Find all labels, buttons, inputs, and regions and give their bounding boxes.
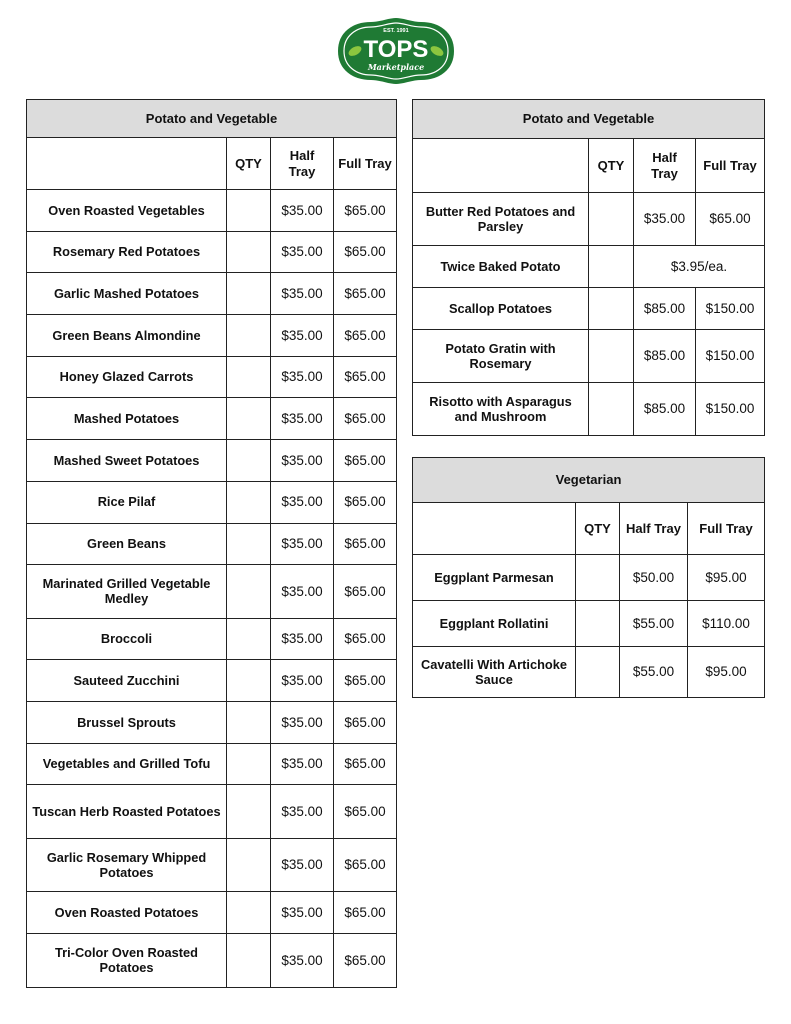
header-full-tray: Full Tray	[696, 139, 765, 193]
item-name: Garlic Rosemary Whipped Potatoes	[27, 838, 227, 892]
price-full-tray: $65.00	[334, 743, 397, 785]
table-title-row	[413, 458, 765, 503]
price-full-tray: $65.00	[334, 785, 397, 839]
header-full-tray: Full Tray	[688, 503, 765, 555]
qty-input[interactable]	[589, 288, 634, 330]
price-full-tray: $65.00	[334, 565, 397, 619]
item-name: Brussel Sprouts	[27, 702, 227, 744]
price-full-tray: $65.00	[334, 231, 397, 273]
logo-name: TOPS	[363, 36, 429, 63]
menu-row	[27, 440, 397, 482]
price-half-tray: $50.00	[620, 555, 688, 601]
price-half-tray: $35.00	[271, 273, 334, 315]
menu-row	[27, 356, 397, 398]
qty-input[interactable]	[589, 193, 634, 246]
price-full-tray: $65.00	[334, 523, 397, 565]
price-half-tray: $35.00	[271, 934, 334, 988]
header-item-blank	[413, 503, 576, 555]
price-half-tray: $35.00	[271, 523, 334, 565]
price-half-tray: $35.00	[271, 190, 334, 232]
table-title: Vegetarian	[413, 458, 765, 503]
item-name: Mashed Sweet Potatoes	[27, 440, 227, 482]
price-half-tray: $35.00	[271, 398, 334, 440]
item-name: Mashed Potatoes	[27, 398, 227, 440]
item-name: Oven Roasted Vegetables	[27, 190, 227, 232]
qty-input[interactable]	[227, 838, 271, 892]
qty-input[interactable]	[576, 601, 620, 647]
vegetarian-table	[412, 457, 765, 698]
header-item-blank	[413, 139, 589, 193]
item-name: Scallop Potatoes	[413, 288, 589, 330]
price-half-tray: $85.00	[634, 288, 696, 330]
qty-input[interactable]	[576, 647, 620, 698]
price-full-tray: $150.00	[696, 383, 765, 436]
price-full-tray: $65.00	[334, 315, 397, 357]
price-half-tray: $35.00	[271, 660, 334, 702]
column-header-row	[413, 503, 765, 555]
price-full-tray: $65.00	[696, 193, 765, 246]
price-full-tray: $65.00	[334, 838, 397, 892]
item-name: Vegetables and Grilled Tofu	[27, 743, 227, 785]
price-half-tray: $35.00	[271, 743, 334, 785]
qty-input[interactable]	[589, 330, 634, 383]
menu-row	[27, 660, 397, 702]
qty-input[interactable]	[227, 273, 271, 315]
price-full-tray: $65.00	[334, 481, 397, 523]
item-name: Green Beans Almondine	[27, 315, 227, 357]
menu-row	[27, 523, 397, 565]
price-full-tray: $65.00	[334, 440, 397, 482]
menu-row	[27, 892, 397, 934]
price-half-tray: $35.00	[634, 193, 696, 246]
item-name: Tri-Color Oven Roasted Potatoes	[27, 934, 227, 988]
qty-input[interactable]	[227, 660, 271, 702]
potato-vegetable-table-right	[412, 99, 765, 436]
header-qty: QTY	[589, 139, 634, 193]
qty-input[interactable]	[227, 565, 271, 619]
qty-input[interactable]	[227, 785, 271, 839]
header-qty: QTY	[227, 138, 271, 190]
qty-input[interactable]	[227, 398, 271, 440]
qty-input[interactable]	[227, 190, 271, 232]
qty-input[interactable]	[576, 555, 620, 601]
price-half-tray: $35.00	[271, 785, 334, 839]
table-title: Potato and Vegetable	[27, 100, 397, 138]
item-name: Honey Glazed Carrots	[27, 356, 227, 398]
price-half-tray: $35.00	[271, 231, 334, 273]
menu-row	[27, 702, 397, 744]
qty-input[interactable]	[227, 743, 271, 785]
menu-row	[27, 934, 397, 988]
price-half-tray: $35.00	[271, 702, 334, 744]
price-half-tray: $85.00	[634, 330, 696, 383]
menu-row	[27, 315, 397, 357]
menu-row	[413, 555, 765, 601]
price-full-tray: $95.00	[688, 555, 765, 601]
menu-row	[413, 288, 765, 330]
menu-row	[413, 383, 765, 436]
table-title-row	[27, 100, 397, 138]
qty-input[interactable]	[589, 246, 634, 288]
price-half-tray: $35.00	[271, 481, 334, 523]
item-name: Butter Red Potatoes and Parsley	[413, 193, 589, 246]
price-full-tray: $150.00	[696, 330, 765, 383]
menu-row	[27, 190, 397, 232]
item-name: Green Beans	[27, 523, 227, 565]
qty-input[interactable]	[589, 383, 634, 436]
price-half-tray: $35.00	[271, 618, 334, 660]
price-half-tray: $35.00	[271, 356, 334, 398]
item-name: Potato Gratin with Rosemary	[413, 330, 589, 383]
price-full-tray: $65.00	[334, 190, 397, 232]
price-full-tray: $95.00	[688, 647, 765, 698]
right-table-body	[413, 100, 765, 436]
menu-row	[27, 618, 397, 660]
item-name: Eggplant Rollatini	[413, 601, 576, 647]
menu-row	[413, 330, 765, 383]
price-full-tray: $65.00	[334, 660, 397, 702]
qty-input[interactable]	[227, 231, 271, 273]
price-full-tray: $65.00	[334, 273, 397, 315]
qty-input[interactable]	[227, 892, 271, 934]
menu-row	[27, 785, 397, 839]
item-name: Sauteed Zucchini	[27, 660, 227, 702]
item-name: Rosemary Red Potatoes	[27, 231, 227, 273]
menu-row	[27, 481, 397, 523]
left-table-body	[27, 100, 397, 988]
item-name: Marinated Grilled Vegetable Medley	[27, 565, 227, 619]
item-name: Oven Roasted Potatoes	[27, 892, 227, 934]
price-full-tray: $65.00	[334, 892, 397, 934]
item-name: Cavatelli With Artichoke Sauce	[413, 647, 576, 698]
menu-row	[413, 647, 765, 698]
logo-est: EST. 1991	[383, 28, 409, 34]
item-name: Tuscan Herb Roasted Potatoes	[27, 785, 227, 839]
menu-row	[27, 398, 397, 440]
table-title: Potato and Vegetable	[413, 100, 765, 139]
qty-input[interactable]	[227, 481, 271, 523]
header-half-tray: Half Tray	[634, 139, 696, 193]
menu-row	[413, 246, 765, 288]
menu-row	[27, 743, 397, 785]
item-name: Rice Pilaf	[27, 481, 227, 523]
menu-row	[27, 231, 397, 273]
qty-input[interactable]	[227, 702, 271, 744]
price-half-tray: $35.00	[271, 892, 334, 934]
price-half-tray: $35.00	[271, 315, 334, 357]
table-title-row	[413, 100, 765, 139]
price-each: $3.95/ea.	[634, 246, 765, 288]
menu-row	[27, 838, 397, 892]
price-half-tray: $35.00	[271, 565, 334, 619]
qty-input[interactable]	[227, 315, 271, 357]
logo-tagline: Marketplace	[367, 62, 425, 72]
qty-input[interactable]	[227, 440, 271, 482]
column-header-row	[413, 139, 765, 193]
qty-input[interactable]	[227, 618, 271, 660]
header-full-tray: Full Tray	[334, 138, 397, 190]
qty-input[interactable]	[227, 523, 271, 565]
header-item-blank	[27, 138, 227, 190]
item-name: Eggplant Parmesan	[413, 555, 576, 601]
header-half-tray: Half Tray	[620, 503, 688, 555]
menu-row	[413, 601, 765, 647]
tops-logo	[333, 17, 459, 85]
potato-vegetable-table-left	[26, 99, 397, 988]
price-full-tray: $110.00	[688, 601, 765, 647]
item-name: Garlic Mashed Potatoes	[27, 273, 227, 315]
price-full-tray: $65.00	[334, 356, 397, 398]
menu-row	[27, 565, 397, 619]
price-full-tray: $65.00	[334, 702, 397, 744]
item-name: Twice Baked Potato	[413, 246, 589, 288]
column-header-row	[27, 138, 397, 190]
price-full-tray: $65.00	[334, 398, 397, 440]
item-name: Risotto with Asparagus and Mushroom	[413, 383, 589, 436]
price-half-tray: $35.00	[271, 440, 334, 482]
header-half-tray: Half Tray	[271, 138, 334, 190]
item-name: Broccoli	[27, 618, 227, 660]
header-qty: QTY	[576, 503, 620, 555]
price-full-tray: $150.00	[696, 288, 765, 330]
price-half-tray: $55.00	[620, 647, 688, 698]
price-half-tray: $35.00	[271, 838, 334, 892]
qty-input[interactable]	[227, 934, 271, 988]
vegetarian-table-body	[413, 458, 765, 698]
price-half-tray: $85.00	[634, 383, 696, 436]
price-full-tray: $65.00	[334, 618, 397, 660]
price-half-tray: $55.00	[620, 601, 688, 647]
price-full-tray: $65.00	[334, 934, 397, 988]
qty-input[interactable]	[227, 356, 271, 398]
menu-row	[413, 193, 765, 246]
menu-row	[27, 273, 397, 315]
